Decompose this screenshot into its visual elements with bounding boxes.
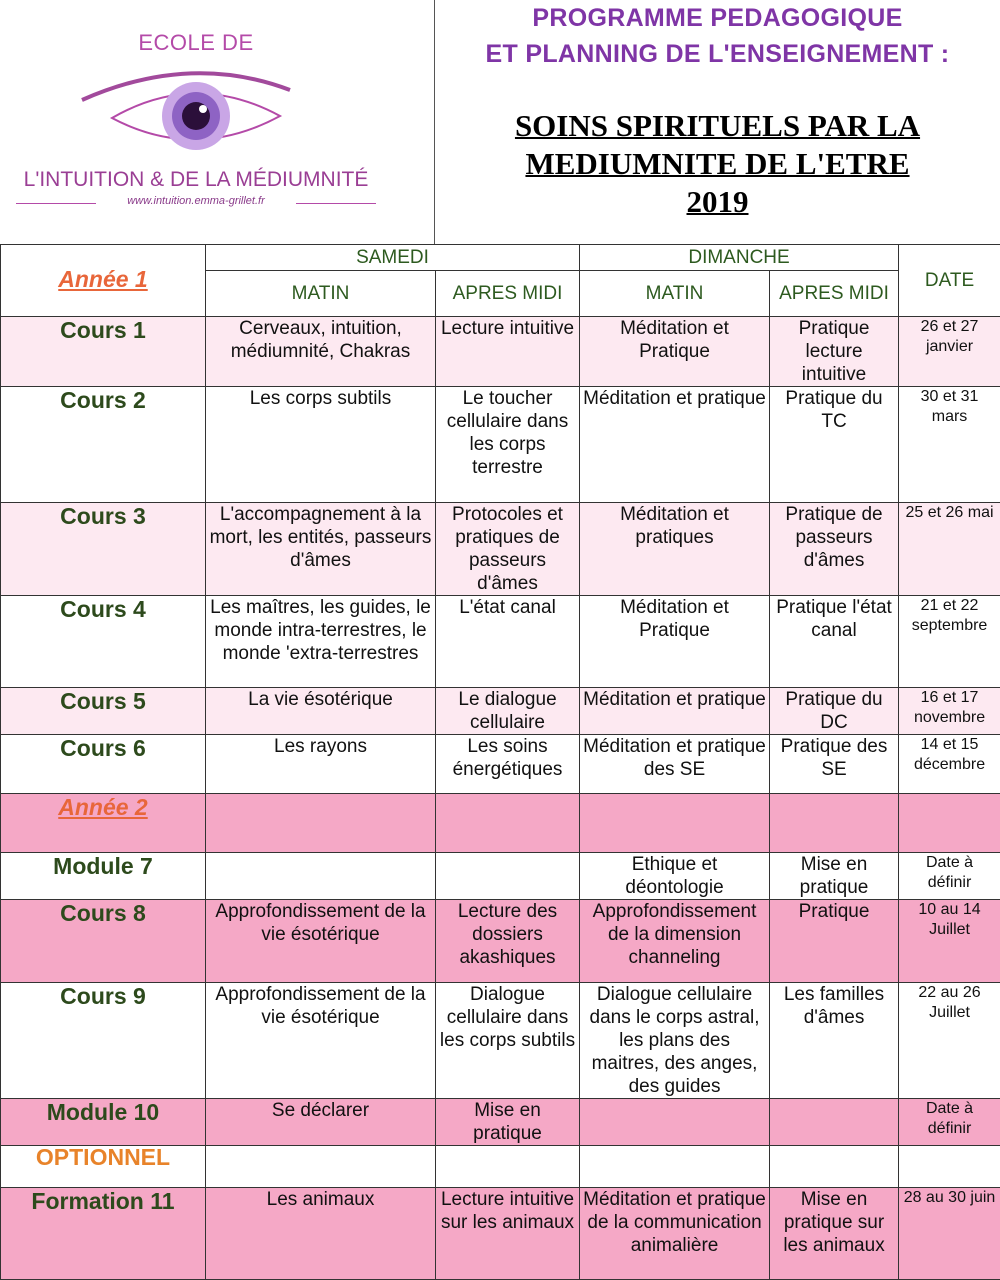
sunday-afternoon-cell: Pratique des SE <box>770 735 899 794</box>
saturday-afternoon-cell: L'état canal <box>436 596 580 688</box>
saturday-afternoon-cell: Lecture intuitive sur les animaux <box>436 1188 580 1280</box>
row-label: Cours 4 <box>1 596 206 688</box>
empty-cell <box>770 1146 899 1188</box>
sunday-afternoon-cell: Pratique lecture intuitive <box>770 317 899 387</box>
program-line-1: PROGRAMME PEDAGOGIQUE <box>435 0 1000 36</box>
sunday-afternoon-cell: Mise en pratique sur les animaux <box>770 1188 899 1280</box>
row-label: Cours 1 <box>1 317 206 387</box>
title-line-1: SOINS SPIRITUELS PAR LA <box>515 108 920 143</box>
sunday-morning-cell: Méditation et Pratique <box>580 317 770 387</box>
sunday-afternoon-cell: Pratique l'état canal <box>770 596 899 688</box>
saturday-morning-cell: Les corps subtils <box>206 387 436 503</box>
row-label: Formation 11 <box>1 1188 206 1280</box>
sunday-morning-cell <box>580 1099 770 1146</box>
logo-top-text: ECOLE DE <box>10 30 382 56</box>
saturday-afternoon-cell: Le dialogue cellulaire <box>436 688 580 735</box>
saturday-afternoon-cell: Lecture des dossiers akashiques <box>436 900 580 983</box>
optional-cell <box>1 1146 206 1188</box>
date-cell: 28 au 30 juin <box>899 1188 1000 1280</box>
saturday-morning-cell: Cerveaux, intuition, médiumnité, Chakras <box>206 317 436 387</box>
saturday-afternoon-header: APRES MIDI <box>436 271 580 317</box>
date-cell: 16 et 17 novembre <box>899 688 1000 735</box>
row-label: Cours 6 <box>1 735 206 794</box>
header-titles <box>435 0 1000 244</box>
optional-row <box>1 1146 1000 1188</box>
table-row <box>1 387 1000 503</box>
row-label: Module 7 <box>1 853 206 900</box>
row-label: Cours 8 <box>1 900 206 983</box>
date-cell: 22 au 26 Juillet <box>899 983 1000 1099</box>
table-row <box>1 1188 1000 1280</box>
saturday-afternoon-cell: Mise en pratique <box>436 1099 580 1146</box>
day-header-row <box>1 245 1000 271</box>
table-row <box>1 688 1000 735</box>
row-label: Module 10 <box>1 1099 206 1146</box>
date-cell: Date à définir <box>899 853 1000 900</box>
sunday-morning-cell: Méditation et pratique <box>580 688 770 735</box>
title-line-3: 2019 <box>687 184 749 219</box>
sunday-afternoon-cell: Pratique de passeurs d'âmes <box>770 503 899 596</box>
saturday-morning-header: MATIN <box>206 271 436 317</box>
course-title <box>435 107 1000 221</box>
saturday-morning-cell: Les rayons <box>206 735 436 794</box>
program-line-2: ET PLANNING DE L'ENSEIGNEMENT : <box>435 36 1000 72</box>
sunday-morning-cell: Méditation et pratiques <box>580 503 770 596</box>
sunday-morning-header: MATIN <box>580 271 770 317</box>
table-row <box>1 853 1000 900</box>
year-2-cell <box>1 794 206 853</box>
schedule-table <box>0 244 1000 1280</box>
empty-cell <box>206 794 436 853</box>
date-cell: 30 et 31 mars <box>899 387 1000 503</box>
table-row <box>1 503 1000 596</box>
title-line-2: MEDIUMNITE DE L'ETRE <box>525 146 909 181</box>
sunday-morning-cell: Méditation et pratique <box>580 387 770 503</box>
year-1-cell <box>1 245 206 317</box>
empty-cell <box>436 794 580 853</box>
empty-cell <box>899 794 1000 853</box>
saturday-morning-cell: Les maîtres, les guides, le monde intra-terrestres, le monde 'extra-terrestres <box>206 596 436 688</box>
table-row <box>1 1099 1000 1146</box>
sunday-morning-cell: Ethique et déontologie <box>580 853 770 900</box>
sunday-afternoon-cell: Pratique du TC <box>770 387 899 503</box>
empty-cell <box>770 794 899 853</box>
saturday-morning-cell: La vie ésotérique <box>206 688 436 735</box>
year-1-label: Année 1 <box>58 266 147 292</box>
table-row <box>1 735 1000 794</box>
saturday-morning-cell: Les animaux <box>206 1188 436 1280</box>
saturday-morning-cell: Approfondissement de la vie ésotérique <box>206 900 436 983</box>
date-cell: 10 au 14 Juillet <box>899 900 1000 983</box>
row-label: Cours 9 <box>1 983 206 1099</box>
table-row <box>1 983 1000 1099</box>
date-header: DATE <box>899 245 1000 317</box>
eye-icon <box>80 60 312 180</box>
sunday-afternoon-cell <box>770 1099 899 1146</box>
empty-cell <box>206 1146 436 1188</box>
saturday-afternoon-cell: Le toucher cellulaire dans les corps terrestre <box>436 387 580 503</box>
date-cell: 14 et 15 décembre <box>899 735 1000 794</box>
saturday-afternoon-cell: Lecture intuitive <box>436 317 580 387</box>
sunday-header: DIMANCHE <box>580 245 899 271</box>
optional-label: OPTIONNEL <box>36 1146 170 1171</box>
date-cell: Date à définir <box>899 1099 1000 1146</box>
logo-url: www.intuition.emma-grillet.fr <box>10 195 382 207</box>
table-row <box>1 596 1000 688</box>
saturday-header: SAMEDI <box>206 245 580 271</box>
year-2-label: Année 2 <box>58 794 147 820</box>
logo-school-name: L'INTUITION & DE LA MÉDIUMNITÉ <box>10 168 382 192</box>
date-cell: 26 et 27 janvier <box>899 317 1000 387</box>
saturday-morning-cell <box>206 853 436 900</box>
school-logo <box>10 26 382 216</box>
document-header <box>0 0 1000 244</box>
empty-cell <box>436 1146 580 1188</box>
saturday-morning-cell: L'accompagnement à la mort, les entités, passeurs d'âmes <box>206 503 436 596</box>
year-2-row <box>1 794 1000 853</box>
logo-rule-right <box>296 203 376 204</box>
sunday-afternoon-cell: Pratique <box>770 900 899 983</box>
saturday-morning-cell: Approfondissement de la vie ésotérique <box>206 983 436 1099</box>
sunday-afternoon-cell: Mise en pratique <box>770 853 899 900</box>
sunday-morning-cell: Dialogue cellulaire dans le corps astral, les plans des maitres, des anges, des guides <box>580 983 770 1099</box>
saturday-afternoon-cell: Protocoles et pratiques de passeurs d'âmes <box>436 503 580 596</box>
sunday-afternoon-header: APRES MIDI <box>770 271 899 317</box>
empty-cell <box>899 1146 1000 1188</box>
row-label: Cours 2 <box>1 387 206 503</box>
date-cell: 21 et 22 septembre <box>899 596 1000 688</box>
sunday-afternoon-cell: Les familles d'âmes <box>770 983 899 1099</box>
table-row <box>1 317 1000 387</box>
empty-cell <box>580 794 770 853</box>
date-cell: 25 et 26 mai <box>899 503 1000 596</box>
saturday-morning-cell: Se déclarer <box>206 1099 436 1146</box>
sunday-morning-cell: Méditation et pratique de la communication animalière <box>580 1188 770 1280</box>
row-label: Cours 5 <box>1 688 206 735</box>
table-row <box>1 900 1000 983</box>
saturday-afternoon-cell <box>436 853 580 900</box>
sunday-morning-cell: Méditation et pratique des SE <box>580 735 770 794</box>
saturday-afternoon-cell: Dialogue cellulaire dans les corps subtils <box>436 983 580 1099</box>
row-label: Cours 3 <box>1 503 206 596</box>
empty-cell <box>580 1146 770 1188</box>
sunday-morning-cell: Méditation et Pratique <box>580 596 770 688</box>
sunday-afternoon-cell: Pratique du DC <box>770 688 899 735</box>
saturday-afternoon-cell: Les soins énergétiques <box>436 735 580 794</box>
sunday-morning-cell: Approfondissement de la dimension channeling <box>580 900 770 983</box>
